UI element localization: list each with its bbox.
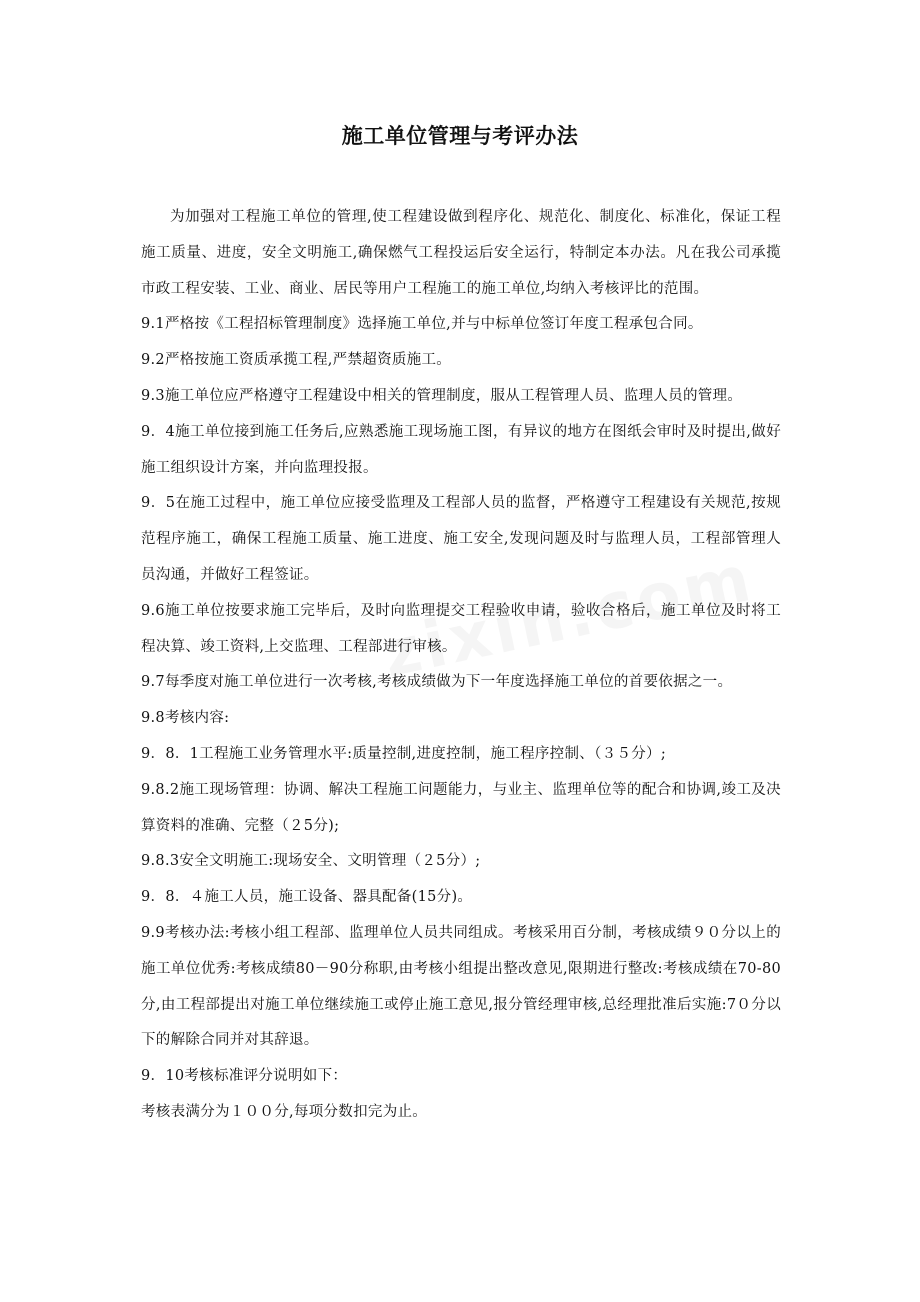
clause-9-8-3: 9.8.3安全文明施工:现场安全、文明管理（２5分）; bbox=[141, 853, 481, 870]
clause-9-2: 9.2严格按施工资质承揽工程,严禁超资质施工。 bbox=[141, 352, 452, 369]
intro-paragraph: 为加强对工程施工单位的管理,使工程建设做到程序化、规范化、制度化、标准化，保证工程施工质量、进度，安全文明施工,确保燃气工程投运后安全运行，特制定本办法。凡在我公司承揽市政工程安装、工业、商业、居民等用户工程施工的施工单位,均纳入考核评比的范围。 bbox=[141, 209, 781, 297]
document-body bbox=[141, 200, 781, 1131]
clause-9-4: 9．4施工单位接到施工任务后,应熟悉施工现场施工图，有异议的地方在图纸会审时及时提出,做好施工组织设计方案，并向监理投报。 bbox=[141, 423, 781, 476]
clause-9-8: 9.8考核内容: bbox=[141, 710, 230, 727]
clause-9-3: 9.3施工单位应严格遵守工程建设中相关的管理制度，服从工程管理人员、监理人员的管理。 bbox=[141, 387, 743, 404]
document-title: 施工单位管理与考评办法 bbox=[341, 124, 579, 148]
scoring-note: 考核表满分为１００分,每项分数扣完为止。 bbox=[141, 1103, 428, 1120]
clause-9-8-2: 9.8.2施工现场管理：协调、解决工程施工问题能力，与业主、监理单位等的配合和协调,竣工及决算资料的准确、完整（２5分); bbox=[141, 781, 781, 834]
clause-9-8-1: 9．8．1工程施工业务管理水平:质量控制,进度控制，施工程序控制、（３５分）; bbox=[141, 745, 667, 762]
clause-9-9: 9.9考核办法:考核小组工程部、监理单位人员共同组成。考核采用百分制，考核成绩９０分以上的施工单位优秀:考核成绩80－90分称职,由考核小组提出整改意见,限期进行整改:考核成绩在70-80分,由工程部提出对施工单位继续施工或停止施工意见,报分管经理审核,总经理批准后实施:7０分以下的解除合同并对其辞退。 bbox=[141, 924, 781, 1049]
clause-9-7: 9.7每季度对施工单位进行一次考核,考核成绩做为下一年度选择施工单位的首要依据之一。 bbox=[141, 674, 733, 691]
clause-9-10: 9．10考核标准评分说明如下： bbox=[141, 1068, 348, 1085]
clause-9-1: 9.1严格按《工程招标管理制度》选择施工单位,并与中标单位签订年度工程承包合同。 bbox=[141, 316, 703, 333]
clause-9-5: 9．5在施工过程中，施工单位应接受监理及工程部人员的监督，严格遵守工程建设有关规范,按规范程序施工，确保工程施工质量、施工进度、施工安全,发现问题及时与监理人员，工程部管理人员沟通，并做好工程签证。 bbox=[141, 495, 781, 583]
clause-9-8-4: 9．8．４施工人员，施工设备、器具配备(15分)。 bbox=[141, 889, 473, 906]
clause-9-6: 9.6施工单位按要求施工完毕后，及时向监理提交工程验收申请，验收合格后，施工单位及时将工程决算、竣工资料,上交监理、工程部进行审核。 bbox=[141, 602, 781, 655]
